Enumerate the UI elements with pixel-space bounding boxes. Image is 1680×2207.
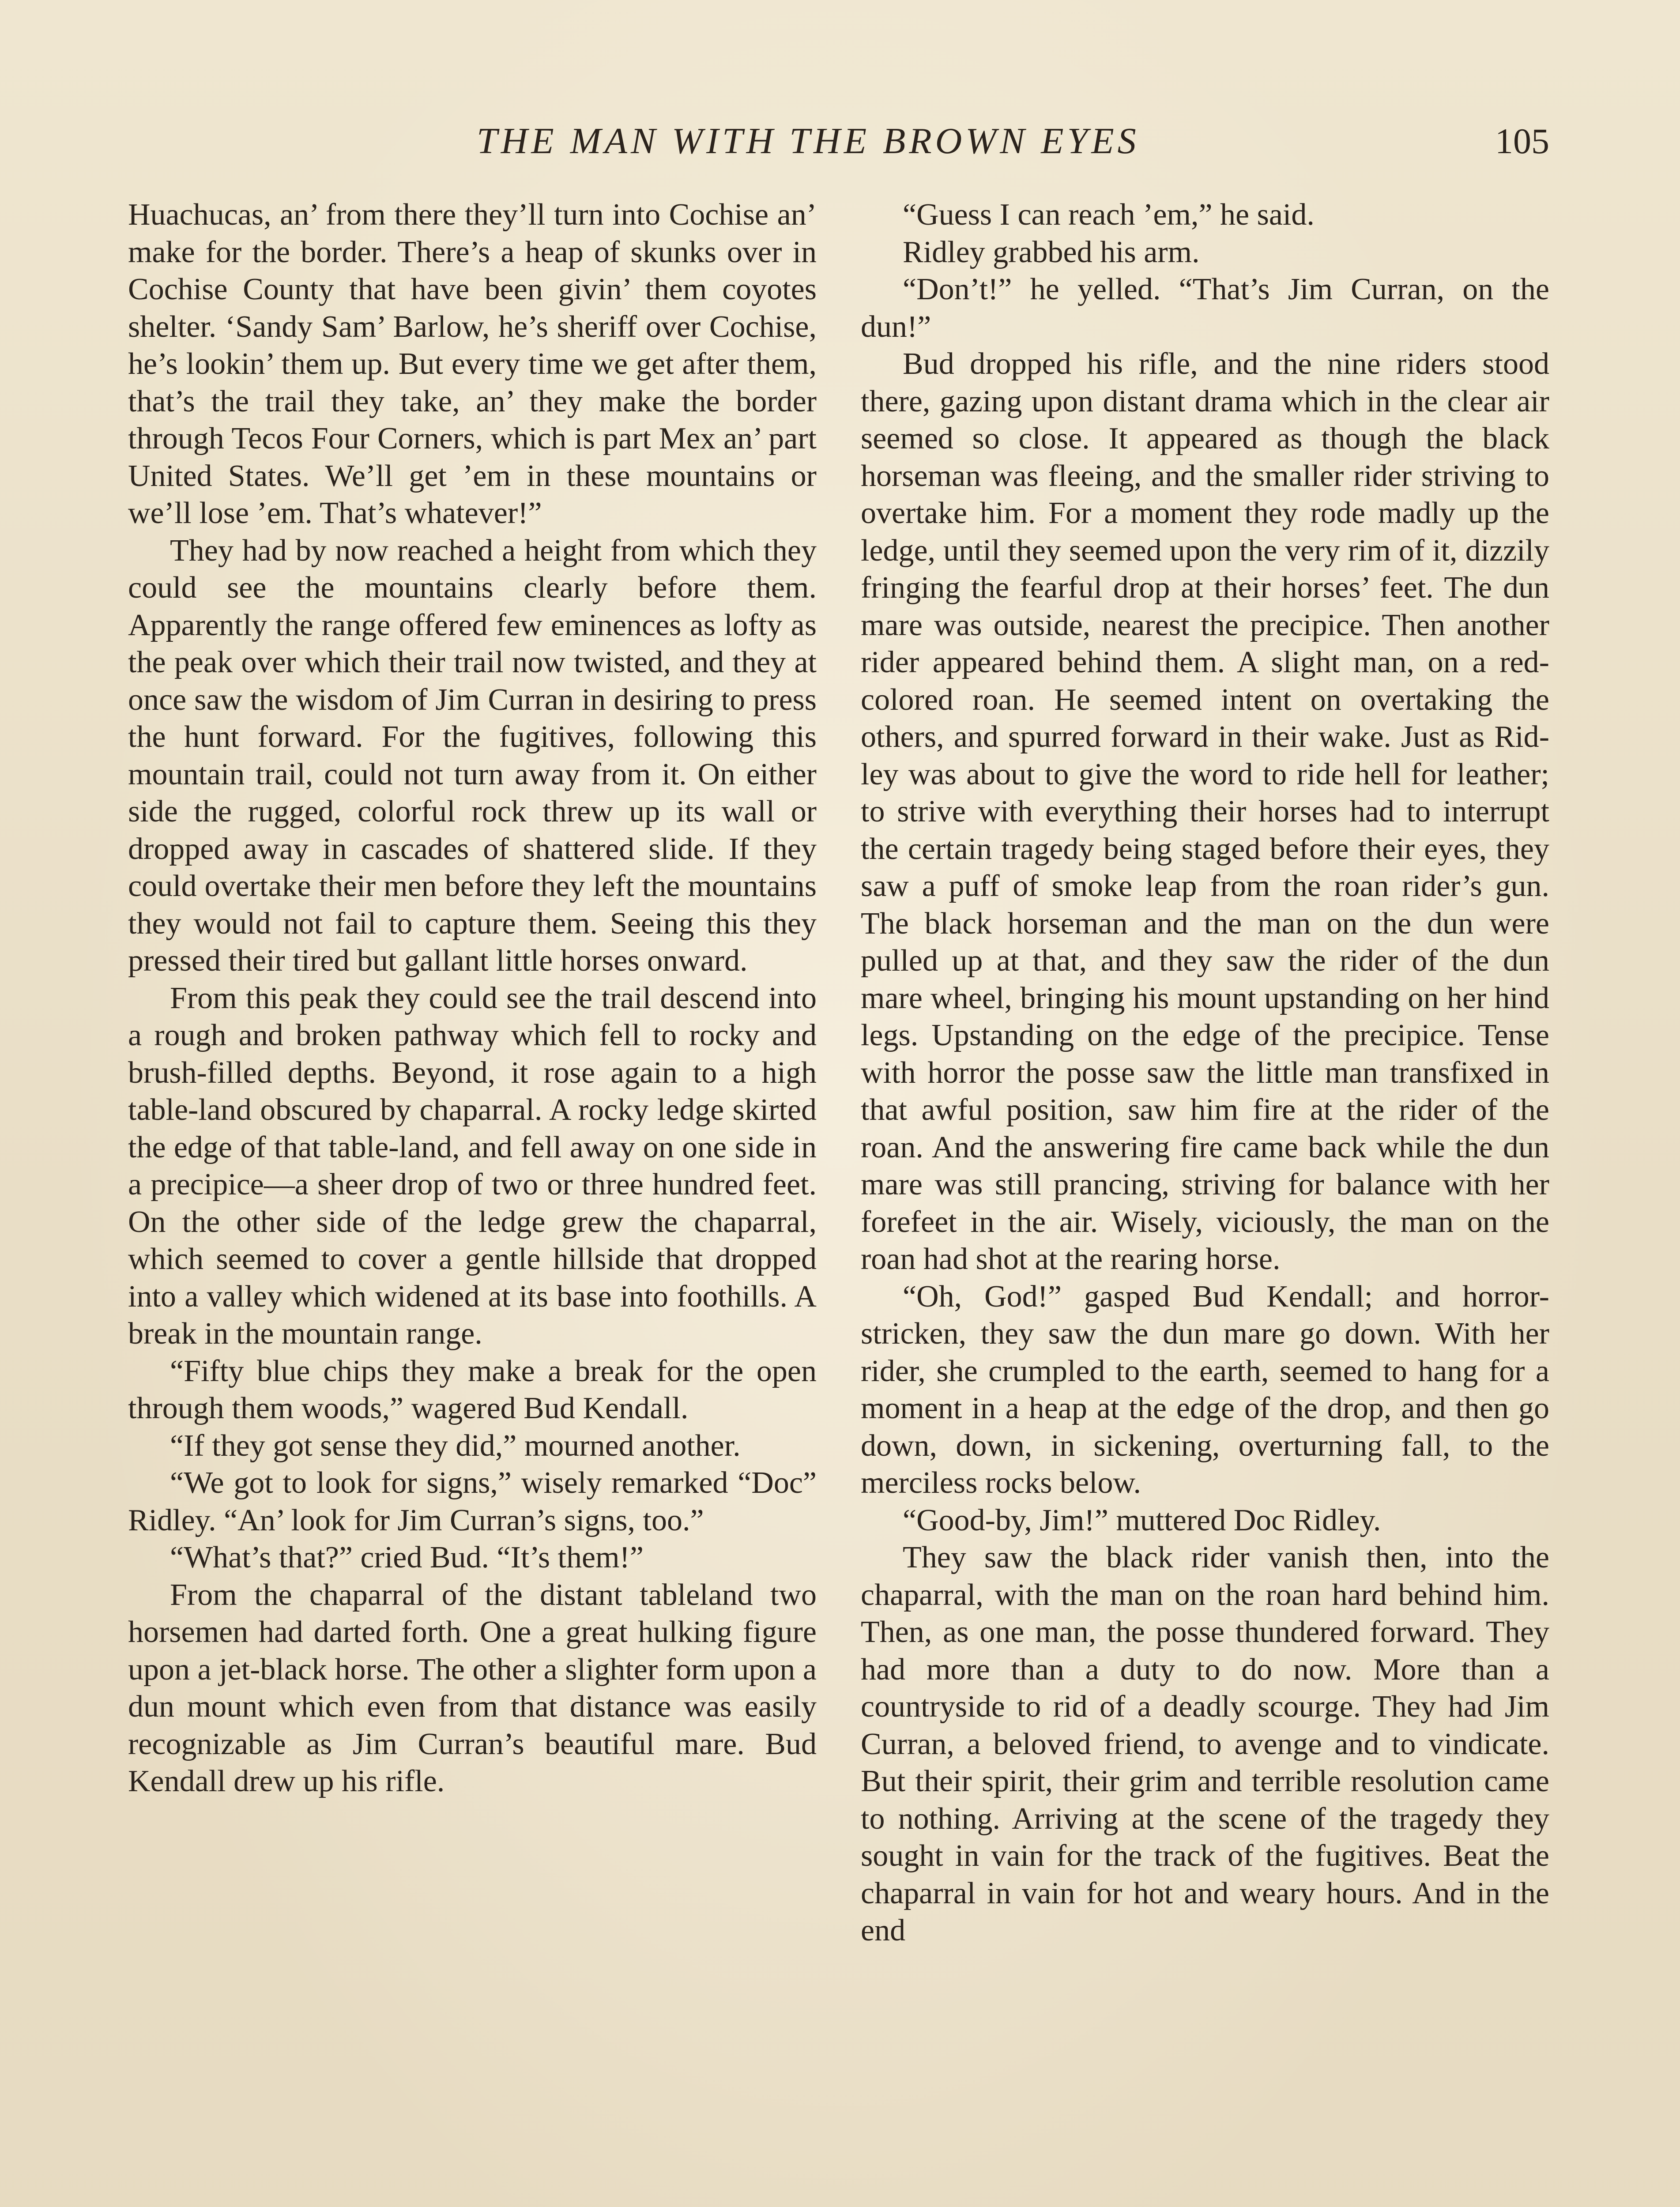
paragraph: From the chaparral of the distant tableland two horsemen had darted forth. One a great hulking figure upon a jet-black horse. The other a slighter form upon a dun mount which even from that distance was easily recognizable as Jim Curran’s beautiful mare. Bud Kendall drew up his rifle. [128, 1578, 817, 1798]
paragraph: They saw the black rider vanish then, into the chaparral, with the man on the roan hard behind him. Then, as one man, the posse thundered forward. They had more than a duty to do now. More than a countryside to rid of a deadly scourge. They had Jim Curran, a beloved friend, to avenge and to vindicate. But their spirit, their grim and terrible resolution came to nothing. Arriving at the scene of the tragedy they sought in vain for the track of the fugitives. Beat the chaparral in vain for hot and weary hours. And in the end [861, 1540, 1549, 1947]
paragraph: Bud dropped his rifle, and the nine riders stood there, gazing upon distant drama which in the clear air seemed so close. It appeared as though the black horseman was fleeing, and the smaller rider striving to overtake him. For a moment they rode madly up the ledge, until they seemed upon the very rim of it, dizzily fringing the fearful drop at their horses’ feet. The dun mare was outside, nearest the precipice. Then another rider appeared behind them. A slight man, on a red-colored roan. He seemed intent on overtaking the others, and spurred forward in their wake. Just as Ridley was about to give the word to ride hell for leather; to strive with everything their horses had to interrupt the certain tragedy being staged before their eyes, they saw a puff of smoke leap from the roan rider’s gun. The black horseman and the man on the dun were pulled up at that, and they saw the rider of the dun mare wheel, bringing his mount upstanding on her hind legs. Upstanding on the edge of the precipice. Tense with horror the posse saw the little man transfixed in that awful position, saw him fire at the rider of the roan. And the answering fire came back while the dun mare was still prancing, striving for balance with her forefeet in the air. Wisely, viciously, the man on the roan had shot at the rearing horse. [861, 347, 1549, 1276]
paragraph: “Guess I can reach ’em,” he said. [903, 198, 1315, 232]
left-text-column [128, 196, 817, 1800]
paragraph: “Fifty blue chips they make a break for the open through them woods,” wagered Bud Kendall. [128, 1354, 817, 1425]
paragraph: “We got to look for signs,” wisely remarked “Doc” Ridley. “An’ look for Jim Curran’s signs, too.” [128, 1466, 817, 1537]
paragraph: From this peak they could see the trail descend into a rough and broken pathway which fell to rocky and brush-filled depths. Beyond, it rose again to a high table-land obscured by chaparral. A rocky ledge skirted the edge of that table-land, and fell away on one side in a precipice—a sheer drop of two or three hundred feet. On the other side of the ledge grew the chaparral, which seemed to cover a gentle hillside that dropped into a valley which widened at its base into foothills. A break in the mountain range. [128, 981, 817, 1351]
paragraph: “Don’t!” he yelled. “That’s Jim Curran, on the dun!” [861, 272, 1549, 344]
paragraph: Huachucas, an’ from there they’ll turn into Cochise an’ make for the border. There’s a heap of skunks over in Cochise County that have been givin’ them coyotes shelter. ‘Sandy Sam’ Barlow, he’s sheriff over Cochise, he’s lookin’ them up. But every time we get after them, that’s the trail they take, an’ they make the border through Tecos Four Corners, which is part Mex an’ part United States. We’ll get ’em in these mountains or we’ll lose ’em. That’s whatever!” [128, 198, 817, 530]
page-number: 105 [1495, 121, 1549, 161]
right-text-column [861, 196, 1549, 1950]
paragraph: “If they got sense they did,” mourned another. [170, 1428, 741, 1463]
running-title: THE MAN WITH THE BROWN EYES [477, 121, 1140, 162]
paragraph: Ridley grabbed his arm. [903, 235, 1200, 269]
page-header [441, 117, 1580, 166]
paragraph: “What’s that?” cried Bud. “It’s them!” [170, 1540, 644, 1574]
paragraph: They had by now reached a height from which they could see the mountains clearly before them. Apparently the range offered few eminences as lofty as the peak over which their trail now twisted, and they at once saw the wisdom of Jim Curran in desiring to press the hunt forward. For the fugitives, following this mountain trail, could not turn away from it. On either side the rugged, colorful rock threw up its wall or dropped away in cascades of shattered slide. If they could overtake their men before they left the mountains they would not fail to capture them. Seeing this they pressed their tired but gallant little horses onward. [128, 533, 817, 978]
paragraph: “Good-by, Jim!” muttered Doc Ridley. [903, 1503, 1381, 1537]
paragraph: “Oh, God!” gasped Bud Kendall; and horror-stricken, they saw the dun mare go down. With her rider, she crumpled to the earth, seemed to hang for a moment in a heap at the edge of the drop, and then go down, down, in sickening, overturning fall, to the merciless rocks below. [861, 1279, 1549, 1500]
